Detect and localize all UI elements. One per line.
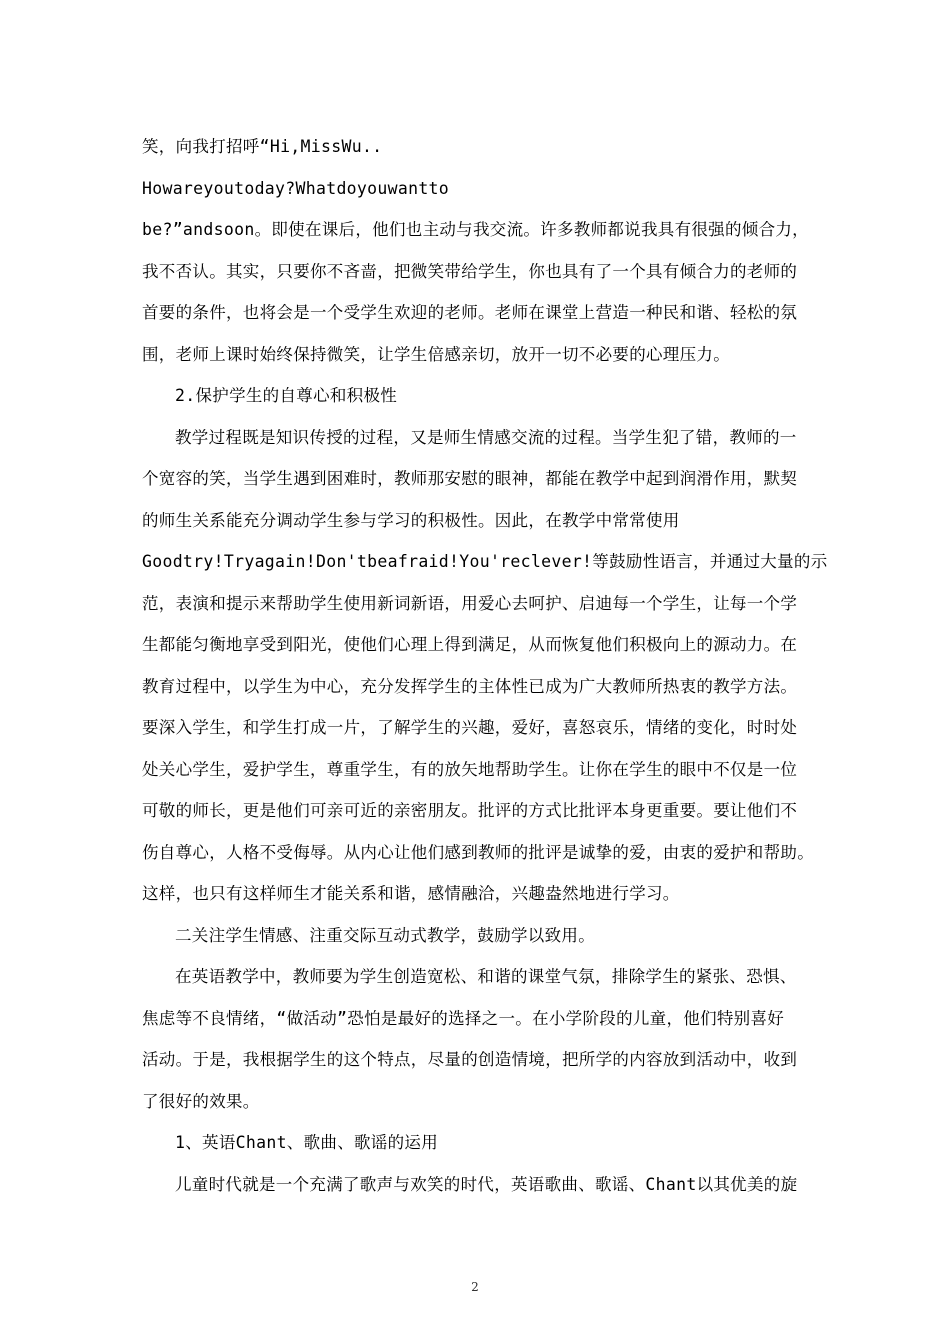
text-line: 范，表演和提示来帮助学生使用新词新语，用爱心去呵护、启迪每一个学生，让每一个学 — [142, 593, 798, 613]
paragraph-start: 教学过程既是知识传授的过程，又是师生情感交流的过程。当学生犯了错，教师的一 — [175, 427, 797, 447]
paragraph-start: 儿童时代就是一个充满了歌声与欢笑的时代，英语歌曲、歌谣、Chant以其优美的旋 — [175, 1174, 798, 1194]
document-body — [142, 126, 832, 1205]
text-line: 生都能匀衡地享受到阳光，使他们心理上得到满足，从而恢复他们积极向上的源动力。在 — [142, 635, 798, 654]
text-line: 教育过程中，以学生为中心，充分发挥学生的主体性已成为广大教师所热衷的教学方法。 — [142, 676, 798, 696]
text-line: be?”andsoon。即使在课后，他们也主动与我交流。许多教师都说我具有很强的倾合力， — [142, 220, 809, 239]
text-line: 伤自尊心，人格不受侮辱。从内心让他们感到教师的批评是诚挚的爱，由衷的爱护和帮助。 — [142, 842, 814, 862]
text-line: 首要的条件，也将会是一个受学生欢迎的老师。老师在课堂上营造一种民和谐、轻松的氛 — [142, 303, 798, 322]
section-heading: 二关注学生情感、注重交际互动式教学，鼓励学以致用。 — [175, 925, 595, 945]
text-line: 这样，也只有这样师生才能关系和谐，感情融洽，兴趣盎然地进行学习。 — [142, 884, 680, 903]
text-line: 围，老师上课时始终保持微笑，让学生倍感亲切，放开一切不必要的心理压力。 — [142, 344, 730, 364]
text-line: 活动。于是，我根据学生的这个特点，尽量的创造情境，把所学的内容放到活动中，收到 — [142, 1050, 798, 1069]
text-line: 焦虑等不良情绪，“做活动”恐怕是最好的选择之一。在小学阶段的儿童，他们特别喜好 — [142, 1008, 785, 1028]
section-heading: 2.保护学生的自尊心和积极性 — [175, 386, 398, 405]
page-number: 2 — [471, 1280, 479, 1294]
text-line: 的师生关系能充分调动学生参与学习的积极性。因此，在教学中常常使用 — [142, 510, 680, 530]
text-line: 处关心学生，爱护学生，尊重学生，有的放矢地帮助学生。让你在学生的眼中不仅是一位 — [142, 759, 798, 779]
paragraph-start: 在英语教学中，教师要为学生创造宽松、和谐的课堂气氛，排除学生的紧张、恐惧、 — [175, 967, 797, 986]
text-line: 我不否认。其实，只要你不吝啬，把微笑带给学生，你也具有了一个具有倾合力的老师的 — [142, 261, 798, 281]
text-line: 笑，向我打招呼“Hi,MissWu.. — [142, 137, 383, 156]
text-line: 要深入学生，和学生打成一片，了解学生的兴趣，爱好，喜怒哀乐，情绪的变化，时时处 — [142, 718, 798, 737]
section-heading: 1、英语Chant、歌曲、歌谣的运用 — [175, 1133, 439, 1152]
text-line: 了很好的效果。 — [142, 1091, 260, 1111]
text-line: 个宽容的笑，当学生遇到困难时，教师那安慰的眼神，都能在教学中起到润滑作用，默契 — [142, 469, 798, 488]
text-line: Goodtry!Tryagain!Don'tbeafraid!You'reclever!等鼓励性语言，并通过大量的示 — [142, 552, 828, 571]
text-line: 可敬的师长，更是他们可亲可近的亲密朋友。批评的方式比批评本身更重要。要让他们不 — [142, 801, 798, 820]
text-line: Howareyoutoday?Whatdoyouwantto — [142, 178, 450, 198]
